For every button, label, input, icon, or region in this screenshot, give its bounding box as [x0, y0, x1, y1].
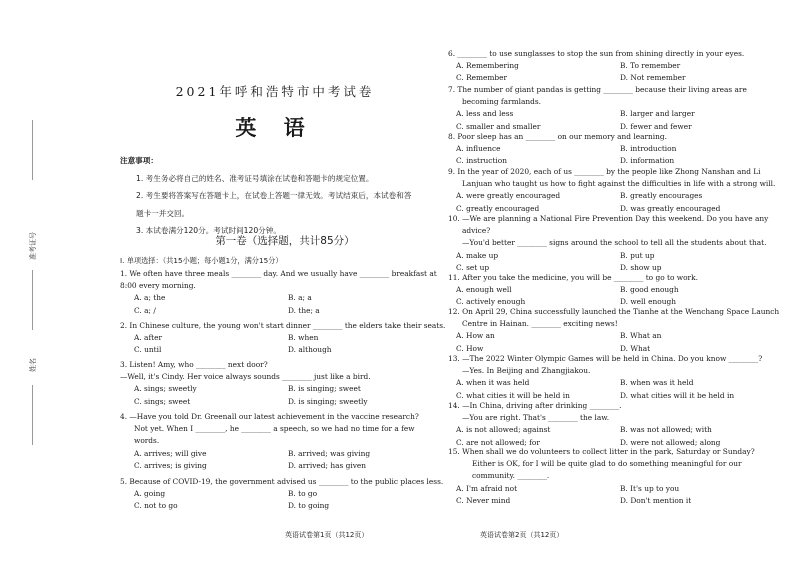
option-c: C. what cities it will be held in [456, 390, 570, 400]
question-text: 10. —We are planning a National Fire Prevention Day this weekend. Do you have any [448, 214, 769, 223]
question-text: 12. On April 29, China successfully launched the Tianhe at the Wenchang Space Launch [448, 307, 780, 316]
question-text: Lanjuan who taught us how to fight against the difficulties in life with a strong will. [462, 179, 776, 189]
option-a: A. arrives; will give [134, 448, 207, 458]
option-a: A. enough well [456, 285, 512, 295]
question-14 [448, 400, 784, 449]
question-options [448, 284, 784, 308]
notice-block [120, 152, 438, 240]
option-c: C. Remember [456, 73, 508, 83]
option-d: D. fewer and fewer [620, 121, 692, 131]
question-options [448, 190, 784, 214]
option-c: C. instruction [456, 156, 507, 166]
question-text: community. ________. [472, 471, 550, 481]
question-text: 7. The number of giant pandas is getting ________ because their living areas are [448, 85, 747, 94]
option-a: A. is not allowed; against [456, 425, 551, 435]
option-a: A. Remembering [456, 61, 519, 71]
option-a: A. were greatly encouraged [456, 191, 561, 201]
option-d: D. was greatly encouraged [620, 203, 721, 213]
question-text: —You are right. That's ________ the law. [462, 413, 610, 423]
binding-margin [10, 200, 50, 400]
option-d: D. although [288, 345, 332, 355]
option-d: D. What [620, 343, 651, 353]
question-text: words. [134, 436, 160, 446]
notice-heading: 注意事项： [120, 156, 158, 165]
option-a: A. I'm afraid not [456, 483, 518, 493]
option-a: A. going [134, 489, 166, 499]
question-9 [448, 166, 784, 215]
option-d: D. Not remember [620, 73, 686, 83]
question-options [120, 383, 442, 407]
option-d: D. to going [288, 501, 330, 511]
question-options [448, 330, 784, 354]
question-text: 9. In the year of 2020, each of us ________ by the people like Zhong Nanshan and Li [448, 167, 761, 176]
question-options [120, 488, 442, 512]
question-text: 11. After you take the medicine, you will be ________ to go to work. [448, 273, 698, 282]
option-a: A. How an [456, 331, 495, 341]
option-b: B. What an [620, 331, 662, 341]
option-c: C. until [134, 345, 162, 355]
option-a: A. a; the [134, 293, 166, 303]
option-b: B. when was it held [620, 378, 694, 388]
option-b: B. a; a [288, 293, 312, 303]
option-b: B. is singing; sweet [288, 384, 361, 394]
question-options [120, 332, 442, 356]
option-a: A. less and less [456, 109, 514, 119]
question-text: 2. In Chinese culture, the young won't start dinner ________ the elders take their seats. [120, 321, 446, 330]
notice-item: 1. 考生务必将自己的姓名、准考证号填涂在试卷和答题卡的规定位置。 [136, 173, 374, 183]
option-c: C. sings; sweet [134, 396, 191, 406]
option-c: C. greatly encouraged [456, 203, 540, 213]
question-3 [120, 359, 442, 408]
option-d: D. were not allowed; along [620, 437, 721, 447]
question-13 [448, 353, 784, 402]
notice-item: 2. 考生要将答案写在答题卡上，在试卷上答题一律无效。考试结束后，本试卷和答 [136, 191, 412, 200]
option-b: B. good enough [620, 285, 679, 295]
question-8 [448, 131, 784, 168]
question-text: —You'd better ________ signs around the school to tell all the students about that. [462, 238, 767, 248]
option-b: B. to go [288, 489, 318, 499]
question-7 [448, 84, 784, 133]
exam-title: 2021年呼和浩特市中考试卷 [175, 84, 375, 99]
exam-number-label: 准考证号 [29, 232, 37, 260]
option-b: B. arrived; was giving [288, 448, 371, 458]
question-6 [448, 48, 784, 85]
option-c: C. a; / [134, 305, 156, 315]
question-text: 1. We often have three meals ________ day. And we usually have ________ breakfast at [120, 269, 437, 278]
option-d: D. Don't mention it [620, 495, 692, 505]
question-1 [120, 268, 442, 317]
question-text: 5. Because of COVID-19, the government advised us ________ to the public places less. [120, 477, 444, 486]
question-4 [120, 411, 442, 472]
option-c: C. not to go [134, 501, 178, 511]
option-b: B. It's up to you [620, 483, 680, 493]
question-5 [120, 476, 442, 513]
option-c: C. Never mind [456, 495, 511, 505]
option-c: C. are not allowed; for [456, 437, 540, 447]
question-text: —Yes. In Beijing and Zhangjiakou. [462, 366, 591, 376]
question-options [120, 292, 442, 316]
option-d: D. information [620, 156, 675, 166]
question-text: Not yet. When I ________, he ________ a speech, so we had no time for a few [134, 424, 415, 434]
option-a: A. when it was held [456, 378, 530, 388]
option-a: A. sings; sweetly [134, 384, 197, 394]
exam-subject: 英 语 [235, 116, 315, 140]
question-text: Centre in Hainan. ________ exciting news! [462, 319, 618, 329]
option-d: D. well enough [620, 297, 676, 307]
option-d: D. arrived; has given [288, 460, 367, 470]
option-d: D. the; a [288, 305, 320, 315]
volume-title: 第一卷（选择题，共计85分） [215, 235, 355, 247]
option-b: B. introduction [620, 144, 677, 154]
page-footer-right: 英语试卷第2页（共12页） [480, 531, 564, 539]
option-d: D. what cities will it be held in [620, 390, 735, 400]
option-c: C. actively enough [456, 297, 526, 307]
question-text: 6. ________ to use sunglasses to stop the sun from shining directly in your eyes. [448, 49, 745, 58]
question-text: 8:00 every morning. [120, 281, 196, 291]
question-text: becoming farmlands. [462, 97, 541, 107]
notice-item: 3. 本试卷满分120分。考试时间120分钟。 [136, 226, 281, 235]
option-a: A. influence [456, 144, 501, 154]
option-c: C. smaller and smaller [456, 121, 541, 131]
option-a: A. after [134, 333, 163, 343]
option-d: D. is singing; sweetly [288, 396, 368, 406]
option-c: C. arrives; is giving [134, 460, 207, 470]
question-options [448, 108, 784, 132]
question-12 [448, 306, 784, 355]
question-options [448, 483, 784, 507]
question-options [120, 448, 442, 472]
section-heading: I. 单项选择：（共15小题；每小题1分，满分15分） [120, 256, 283, 265]
option-c: C. How [456, 343, 484, 353]
notice-item: 题卡一并交回。 [136, 208, 190, 218]
question-15 [448, 446, 784, 507]
question-text: 13. —The 2022 Winter Olympic Games will be held in China. Do you know ________? [448, 354, 763, 363]
option-b: B. put up [620, 250, 655, 260]
question-text: 8. Poor sleep has an ________ on our memory and learning. [448, 132, 668, 141]
option-b: B. larger and larger [620, 109, 695, 119]
option-b: B. when [288, 333, 319, 343]
question-text: 4. —Have you told Dr. Greenall our latest achievement in the vaccine research? [120, 412, 419, 421]
option-b: B. was not allowed; with [620, 425, 712, 435]
option-b: B. greatly encourages [620, 191, 703, 201]
question-options [448, 377, 784, 401]
question-text: 15. When shall we do volunteers to collect litter in the park, Saturday or Sunday? [448, 447, 755, 456]
option-b: B. To remember [620, 61, 681, 71]
option-d: D. show up [620, 262, 662, 272]
question-text: —Well, it's Cindy. Her voice always sounds ________ just like a bird. [120, 372, 371, 382]
question-text: 3. Listen! Amy, who ________ next door? [120, 360, 268, 369]
question-text: advice? [462, 226, 491, 236]
question-2 [120, 320, 446, 357]
name-label: 姓名 [29, 358, 37, 372]
question-10 [448, 213, 784, 274]
question-options [448, 60, 784, 84]
option-c: C. set up [456, 262, 490, 272]
question-text: Either is OK, for I will be quite glad to do something meaningful for our [472, 459, 742, 469]
question-11 [448, 272, 784, 309]
question-text: 14. —In China, driving after drinking ________. [448, 401, 622, 410]
option-a: A. make up [456, 250, 499, 260]
question-options [448, 143, 784, 167]
question-options [448, 250, 784, 274]
page-footer-left: 英语试卷第1页（共12页） [285, 531, 369, 539]
